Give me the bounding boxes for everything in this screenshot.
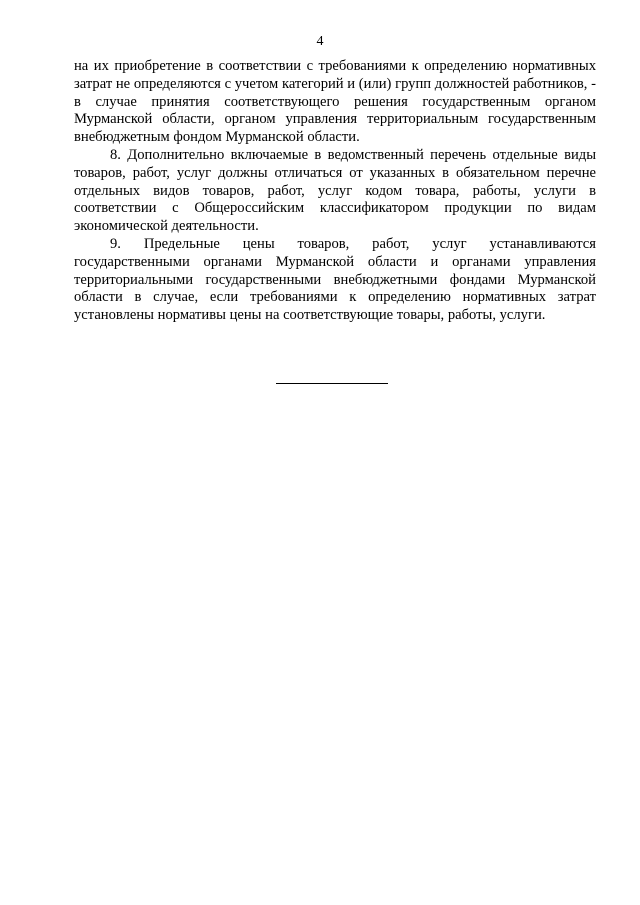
document-body: [74, 58, 596, 325]
paragraph-continuation: на их приобретение в соответствии с требованиями к определению нормативных затрат не определяются с учетом категорий и (или) групп должностей работников, - в случае принятия соответствующего решения государственным органом Мурманской области, органом управления территориальным государственным внебюджетным фондом Мурманской области.: [74, 58, 596, 146]
paragraph-item-8: 8. Дополнительно включаемые в ведомственный перечень отдельные виды товаров, работ, услуг должны отличаться от указанных в обязательном перечне отдельных видов товаров, работ, услуг кодом товара, работы, услуги в соответствии с Общероссийским классификатором продукции по видам экономической деятельности.: [74, 146, 596, 235]
page-number: 4: [316, 34, 324, 49]
paragraph-item-9: 9. Предельные цены товаров, работ, услуг устанавливаются государственными органами Мурманской области и органами управления территориальными государственными внебюджетными фондами Мурманской области в случае, если требованиями к определению нормативных затрат установлены нормативы цены на соответствующие товары, работы, услуги.: [74, 235, 596, 324]
end-of-document-rule: [276, 383, 388, 384]
